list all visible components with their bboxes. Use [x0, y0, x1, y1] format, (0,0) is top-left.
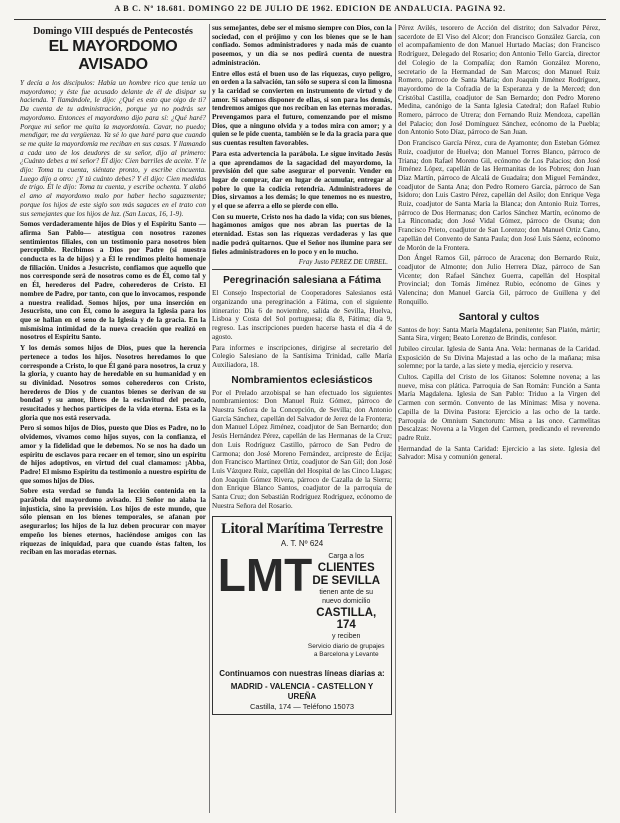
article-paragraph: Somos verdaderamente hijos de Dios y el Espíritu Santo —afirma San Pablo— atestigua con nosotros razones sentimientos filiales, con un testimonio para nosotros bien perceptible. Recibimos a Dios por Padre (si nuestra conducta es la de hijos) y a Él le rendimos pleito homenaje de filiación. Unidos a Jesucristo, confiamos que aquello que nos corresponde será de nosotros como es de Él, como tal y en Él, herederos del Padre, coherederos de Cristo. El nombre de Padre, por tanto, con que lo invocamos, responde a nuestra realidad. Somos hijos, por una inserción en Jesucristo, uno con Él, como lo asegura la Iglesia para los que se hallan en el seno de la Iglesia y de la gracia. En la mismísima intimidad de la nueva creación que realizó en nosotros el Espíritu Santo. — [20, 220, 206, 342]
ad-line-big: CLIENTES — [317, 562, 375, 575]
ad-contact: Castilla, 174 — Teléfono 15073 — [249, 701, 355, 711]
section-text: Por el Prelado arzobispal se han efectuado los siguientes nombramientos: Don Manuel Ruiz Gómez, párroco de Nuestra Señora de la Concepción, de Sevilla; don Antonio García Sánchez, capellán del Salvador de Jerez de la Frontera; don Manuel López Jiménez, coadjutor de San Bernardo; don Jesús Hernández Pérez, capellán de las Hermanas de la Cruz; don Luis Rodríguez Castillo, párroco de San Pedro de Carmona; don José Moreno Fernández, arcipreste de Écija; don Francisco Martínez Ortiz, coadjutor de San Gil; don José Luis Vázquez Ruiz, capellán del Hospital de las Cinco Llagas; don Joaquín Gómez Rivera, párroco de Cazalla de la Sierra; don Enrique Blanco Santos, coadjutor de la parroquia de Santa Cruz; don Sebastián Rodríguez Rodríguez, ecónomo de Nuestra Señora del Rosario. — [212, 388, 392, 510]
ad-line: Carga a los — [328, 553, 365, 561]
article-headline: EL MAYORDOMO AVISADO — [48, 38, 178, 73]
column-1 — [20, 24, 206, 817]
ad-line: nuevo domicilio — [322, 598, 371, 606]
article-kicker: Domingo VIII después de Pentecostés — [33, 26, 193, 37]
article-paragraph: Entre ellos está el buen uso de las riquezas, cuyo peligro, en orden a la salvación, tan sólo se supera si con la limosna y la caridad se convierten en instrumento de virtud y de amor. Si sabemos disponer de ellas, si son para los demás, tendremos amigos que nos reciban en las eternas moradas. Prevengamos para el futuro, comenzando por el mismo Dios, que a ninguno olvida y a todos mira con amor; y a quien se le pide cuenta, también se le da la gracia para que sus cuentas resulten favorables. — [212, 69, 392, 148]
article-paragraph: Don Ángel Ramos Gil, párroco de Aracena; don Bernardo Ruiz, coadjutor de Almonte; don Julio Herrera Díaz, párroco de San Vicente; don Rafael Sánchez Guerra, capellán del Hospital Provincial; don Tomás Jiménez Rubio, ecónomo de Gines y Valencina; don Manuel García Gil, párroco de Guillena y del Ronquillo. — [398, 254, 600, 306]
column-rule-2 — [395, 24, 396, 813]
ad-subtitle: A. T. Nº 624 — [280, 539, 324, 549]
column-3 — [398, 24, 600, 817]
ad-logo-mark: LMT — [217, 549, 313, 602]
gospel-quote: Y decía a los discípulos: Había un hombre rico que tenía un mayordomo; y éste fue acusado delante de él de disipar su hacienda. Y llamándole, le dijo: ¿Qué es esto que oigo de ti? Da cuenta de tu administración, porque ya no podrás ser mayordomo. Entonces el mayordomo dijo para sí: ¿Qué haré? Porque mi señor me quita la mayordomía. Cavar, no puedo; mendigar, me da vergüenza. Ya sé lo que haré para que cuando se me quite la mayordomía me reciban en sus casas. Y llamando a cada uno de los deudores de su señor, dijo al primero: ¿Cuánto debes a mi señor? Él dijo: Cien barriles de aceite. Y le dijo: Toma tu cuenta, siéntate pronto, y escribe cincuenta. Luego dijo a otro: ¿Y tú cuánto debes? Y él dijo: Cien medidas de trigo. Él le dijo: Toma tu cuenta, y escribe ochenta. Y alabó el amo al mayordomo malo por haber hecho sagazmente; porque los hijos de este siglo son más sagaces en el trato con sus semejantes que los hijos de luz. (San Lucas, 16, 1-9). — [20, 79, 206, 218]
ad-line-big: DE SEVILLA — [312, 575, 381, 588]
ad-address: CASTILLA, 174 — [316, 607, 377, 632]
section-title-appointments: Nombramientos eclesiásticos — [231, 374, 373, 386]
ad-note: Servicio diario de grupajes a Barcelona y Levante — [307, 643, 385, 659]
ad-body — [306, 552, 386, 666]
column-rule-1 — [209, 24, 210, 813]
section-text: Jubileo circular. Iglesia de Santa Ana. Vela: hermanas de la Caridad. Exposición de Su Divina Majestad a las ocho de la mañana; misa solemne; por la tarde, a las siete y media, ejercicio y reserva. — [398, 344, 600, 371]
advertisement-box — [212, 516, 392, 715]
section-text: Cultos. Capilla del Cristo de los Gitanos: Solemne novena; a las nueve, misa con plática. Parroquia de San Román: Función a Santa María Magdalena. Iglesia de San Pablo: Triduo a la Virgen del Carmen con sermón. Convento de las Mínimas: Misa y novena. Capilla de la Divina Pastora: Ejercicio a las ocho de la tarde. Parroquia de Omnium Sanctorum: Misa a las once. Carmelitas Descalzas: Novena a la Virgen del Carmen, predicando el reverendo padre Ruiz. — [398, 373, 600, 442]
section-text: Hermandad de la Santa Caridad: Ejercicio a las siete. Iglesia del Salvador: Misa y comunión general. — [398, 444, 600, 462]
header-rule — [14, 19, 606, 20]
article-paragraph: Pérez Avilés, tesorero de Acción del distrito; don Salvador Pérez, sacerdote de El Viso del Alcor; don Francisco González García, con el acompañamiento de don Manuel Hurtado Macías; don Francisco Rodríguez, Delegado del Rosario; don Antonio Tello García, director del Colegio de la Compañía; don Ramón González Moreno, secretario de la Hermandad de San Marcos; don Manuel Ruiz Romero, párroco de Santa María; don Joaquín Jiménez Rodríguez, mayordomo de la Cofradía de la Esperanza y de la Merced; don Cristóbal Castilla, coadjutor de San Bernardo; don Pedro Moreno Medina, canónigo de la Santa Iglesia Catedral; don Rafael Rubio Romero, párroco de Utrera; don Fernando Ruiz Mendoza, capellán del Palacio; don José Domínguez Sánchez, ecónomo de la Puebla; don Antonio Soto Díaz, párroco de San Juan. — [398, 24, 600, 137]
section-title-pilgrimage: Peregrinación salesiana a Fátima — [223, 275, 381, 287]
ad-bottom-line: Continuamos con nuestras líneas diarias a: — [219, 668, 385, 678]
section-text: Para informes e inscripciones, dirigirse al secretario del Colegio Salesiano de la Santísima Trinidad, calle María Auxiliadora, 18. — [212, 343, 392, 369]
article-paragraph: Pero si somos hijos de Dios, puesto que Dios es Padre, no lo olvidemos, vivamos como hijos suyos, con la confianza, el amor y la fidelidad que le debemos. No se nos ha dado un espíritu de esclavos para recaer en el temor, sino un espíritu de hijos adoptivos, en virtud del cual clamamos: ¡Abba, Padre! El mismo Espíritu da testimonio a nuestro espíritu de que somos hijos de Dios. — [20, 424, 206, 485]
section-text: Santos de hoy: Santa María Magdalena, penitente; San Platón, mártir; Santa Sira, virgen; Beato Lorenzo de Brindis, confesor. — [398, 325, 600, 343]
article-paragraph: Para esta advertencia la parábola. Le sigue invitado Jesús a que aprendamos de la sagacidad del mayordomo, la previsión del que sabe asegurar el porvenir. Vender en lugar de comprar, dar en lugar de acumular, entregar al pobre lo que la codicia retendría. Administradores de Dios, sirvamos a los demás; lo que tenemos no es nuestro, y el que se aferra a ello se pierde con ello. — [212, 149, 392, 211]
ad-destinations: MADRID - VALENCIA - CASTELLON Y UREÑA — [230, 681, 374, 701]
page-header: A B C. Nº 18.681. DOMINGO 22 DE JULIO DE 1962. EDICION DE ANDALUCIA. PAGINA 92. — [114, 4, 506, 13]
article-paragraph: Con su muerte, Cristo nos ha dado la vida; con sus bienes, hagámonos amigos que nos abran las puertas de la eternidad. Estas son las riquezas verdaderas y las que nadie podrá quitarnos. Que el Señor nos ilumine para ser fieles administradores en lo poco y en lo mucho. — [212, 212, 392, 256]
article-paragraph: Don Francisco García Pérez, cura de Ayamonte; don Esteban Gómez Ruiz, coadjutor de Huelva; don Manuel Torres Blanco, párroco de Triana; don Rafael Moreno Gil, ecónomo de Los Palacios; don José Jiménez López, capellán de las Hermanitas de los Pobres; don Juan Díaz Martín, párroco de Alcalá de Guadaíra; don Miguel Fernández, coadjutor de Santa Ana; don Pedro Romero García, párroco de San Isidoro; don Luis Castro Pérez, capellán del Asilo; don Enrique Vega Ruiz, coadjutor de Santa María la Blanca; don Antonio Ruiz Torres, párroco de Dos Hermanas; don Carlos Sánchez Martín, ecónomo de La Rinconada; don José Vidal Gómez, párroco de Osuna; don Francisco Prieto, coadjutor de San Lorenzo; don Manuel Ortiz Cano, capellán del Convento de Santa Paula; don José Luis Sáenz, ecónomo de Morón de la Frontera. — [398, 139, 600, 252]
article-paragraph: Sobre esta verdad se funda la lección contenida en la parábola del mayordomo avisado. El Señor no alaba la injusticia, sino la previsión. Los hijos de este mundo, que sólo piensan en los bienes temporales, se afanan por asegurarlos; los hijos de la luz deben procurar con mayor empeño los bienes eternos, haciéndose amigos con las riquezas de iniquidad, para que cuando éstas falten, los reciban en las moradas eternas. — [20, 487, 206, 557]
ad-title: Litoral Marítima Terrestre — [221, 521, 383, 538]
section-rule — [212, 269, 392, 270]
section-text: El Consejo Inspectorial de Cooperadores Salesianos está organizando una peregrinación a Fátima, con el siguiente itinerario: Día 6 de noviembre, salida de Sevilla, Huelva, Lisboa y Costa del Sol portuguesa; día 8, Fátima; día 9, regreso. Las inscripciones pueden hacerse hasta el día 4 de agosto. — [212, 289, 392, 341]
article-byline: Fray Justo PEREZ DE URBEL. — [298, 258, 388, 267]
section-title-saints: Santoral y cultos — [458, 311, 540, 323]
column-2 — [212, 24, 392, 817]
article-paragraph: sus semejantes, debe ser el mismo siempre con Dios, con la sociedad, con el prójimo y con los bienes que se le han confiado. Somos administradores y nada más de cuanto poseemos, y un día se nos pedirá cuenta de nuestra administración. — [212, 24, 392, 67]
ad-line: tienen ante de su — [319, 589, 374, 597]
ad-line: y reciben — [332, 633, 361, 641]
ad-logo — [217, 549, 313, 644]
article-paragraph: Y los demás somos hijos de Dios, pues que la herencia pertenece a todos los hijos. Nosotros heredamos lo que corresponde a Cristo, lo que Él ganó para nosotros, la cruz y la gloria, y cuanto hay de heredable en su humanidad y en su divinidad. Nosotros somos coherederos con Cristo, herederos de Dios y de cuantos bienes se derivan de su bondad y su amor, libres de la esclavitud del pecado, resucitados y hechos partícipes de la vida eterna. Esta es la gloria que nos está reservada. — [20, 344, 206, 422]
